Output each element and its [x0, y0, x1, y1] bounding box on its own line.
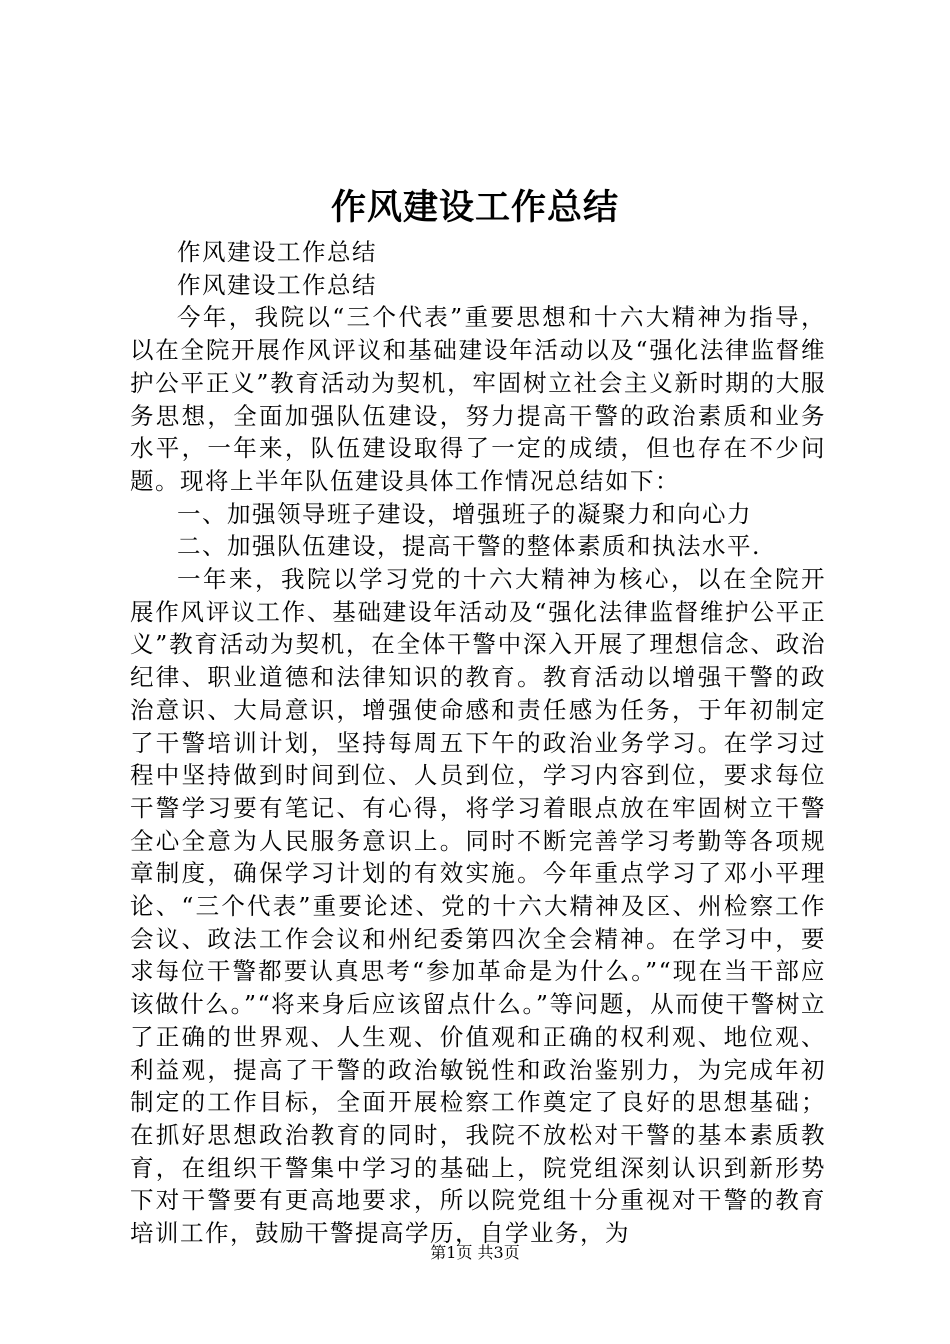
paragraph-body: 一年来，我院以学习党的十六大精神为核心，以在全院开展作风评议工作、基础建设年活动及“强化法律监督维护公平正义”教育活动为契机，在全体干警中深入开展了理想信念、政治纪律、职业道德和法律知识的教育。教育活动以增强干警的政治意识、大局意识，增强使命感和责任感为任务，于年初制定了干警培训计划，坚持每周五下午的政治业务学习。在学习过程中坚持做到时间到位、人员到位，学习内容到位，要求每位干警学习要有笔记、有心得，将学习着眼点放在牢固树立干警全心全意为人民服务意识上。同时不断完善学习考勤等各项规章制度，确保学习计划的有效实施。今年重点学习了邓小平理论、“三个代表”重要论述、党的十六大精神及区、州检察工作会议、政法工作会议和州纪委第四次全会精神。在学习中，要求每位干警都要认真思考“参加革命是为什么。”“现在当干部应该做什么。”“将来身后应该留点什么。”等问题，从而使干警树立了正确的世界观、人生观、价值观和正确的权利观、地位观、利益观，提高了干警的政治敏锐性和政治鉴别力，为完成年初制定的工作目标，全面开展检察工作奠定了良好的思想基础；在抓好思想政治教育的同时，我院不放松对干警的基本素质教育，在组织干警集中学习的基础上，院党组深刻认识到新形势下对干警要有更高地要求，所以院党组十分重视对干警的教育培训工作，鼓励干警提高学历，自学业务，为 [130, 565, 826, 1248]
document-body [130, 236, 826, 1250]
paragraph-subtitle-2: 作风建设工作总结 [177, 270, 377, 299]
paragraph-heading-2: 二、加强队伍建设，提高干警的整体素质和执法水平. [177, 532, 761, 561]
paragraph-heading-1: 一、加强领导班子建设，增强班子的凝聚力和向心力 [177, 499, 752, 528]
paragraph-intro: 今年，我院以“三个代表”重要思想和十六大精神为指导，以在全院开展作风评议和基础建设年活动以及“强化法律监督维护公平正义”教育活动为契机，牢固树立社会主义新时期的大服务思想，全面加强队伍建设，努力提高干警的政治素质和业务水平，一年来，队伍建设取得了一定的成绩，但也存在不少问题。现将上半年队伍建设具体工作情况总结如下： [130, 303, 826, 495]
page-footer: 第1页 共3页 [430, 1243, 520, 1262]
document-title: 作风建设工作总结 [330, 187, 619, 228]
paragraph-subtitle-1: 作风建设工作总结 [177, 238, 377, 266]
